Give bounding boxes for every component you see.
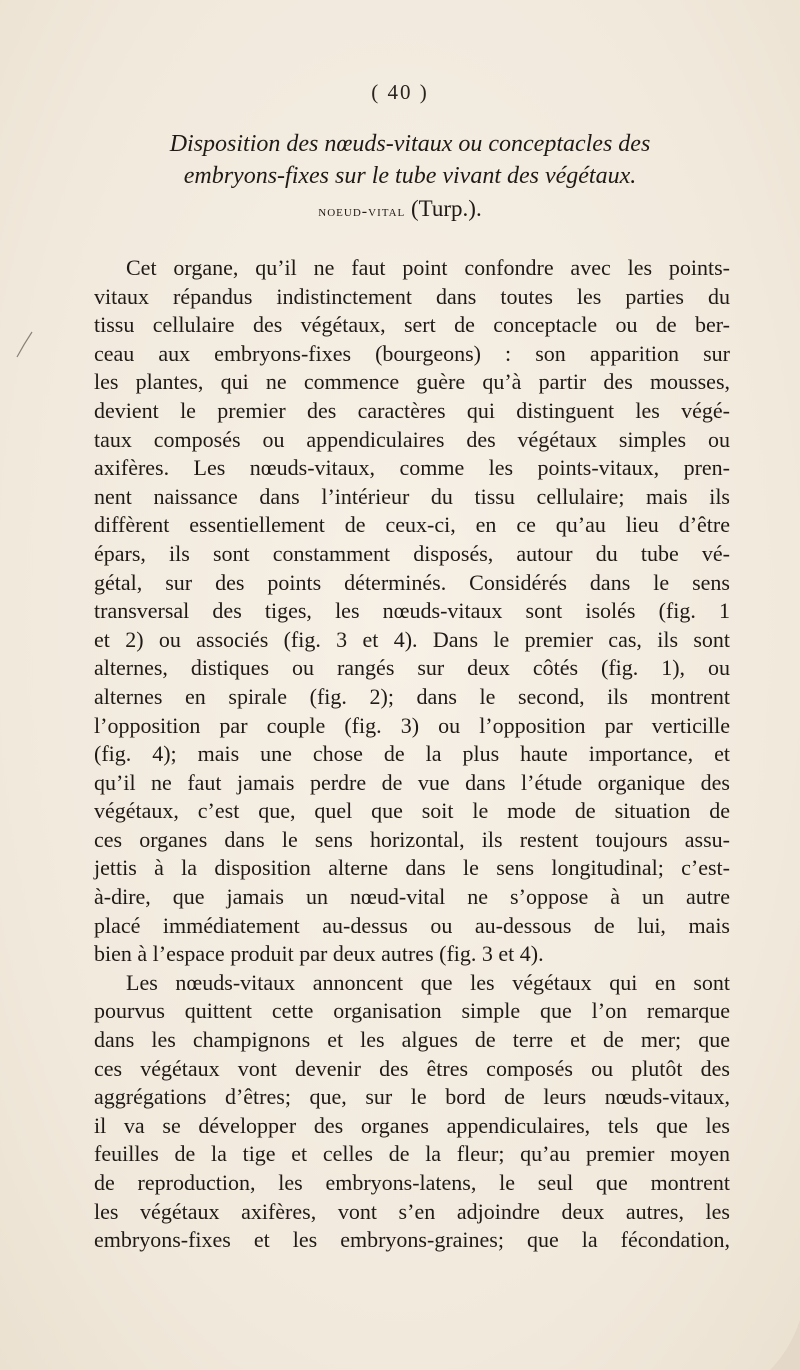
- text-line: vitaux répandus indistinctement dans toutes les parties du: [94, 283, 730, 309]
- text-line: jettis à la disposition alterne dans le sens longitudinal; c’est-: [94, 855, 730, 881]
- text-line: transversal des tiges, les nœuds-vitaux sont isolés (fig. 1: [94, 598, 730, 624]
- text-line: les plantes, qui ne commence guère qu’à partir des mousses,: [94, 369, 730, 395]
- section-title: [100, 128, 720, 192]
- text-line: pourvus quittent cette organisation simple que l’on remarque: [94, 998, 730, 1024]
- text-line: les végétaux axifères, vont s’en adjoindre deux autres, les: [94, 1198, 730, 1224]
- text-line: ceau aux embryons-fixes (bourgeons) : son apparition sur: [94, 340, 730, 366]
- margin-pencil-mark: [14, 330, 36, 360]
- text-line: tissu cellulaire des végétaux, sert de conceptacle ou de ber-: [94, 312, 730, 338]
- subheading: [0, 196, 800, 222]
- text-line: nent naissance dans l’intérieur du tissu cellulaire; mais ils: [94, 483, 730, 509]
- section-title-line-2: embryons-fixes sur le tube vivant des végétaux.: [183, 163, 637, 189]
- text-line: alternes, distiques ou rangés sur deux côtés (fig. 1), ou: [94, 655, 730, 681]
- text-line: de reproduction, les embryons-latens, le seul que montrent: [94, 1170, 730, 1195]
- text-line: gétal, sur des points déterminés. Considérés dans le sens: [94, 569, 730, 595]
- subheading-attribution: (Turp.).: [405, 196, 482, 221]
- body-text: [94, 254, 730, 1255]
- text-line: (fig. 4); mais une chose de la plus haute importance, et: [94, 741, 730, 767]
- text-line: végétaux, c’est que, quel que soit le mode de situation de: [94, 798, 730, 824]
- text-line: bien à l’espace produit par deux autres (fig. 3 et 4).: [94, 941, 544, 967]
- text-line: alternes en spirale (fig. 2); dans le second, ils montrent: [94, 683, 730, 709]
- text-line: aggrégations d’êtres; que, sur le bord de leurs nœuds-vitaux,: [94, 1084, 730, 1110]
- text-line: feuilles de la tige et celles de la fleur; qu’au premier moyen: [94, 1141, 730, 1167]
- text-line: placé immédiatement au-dessus ou au-dessous de lui, mais: [94, 912, 730, 938]
- text-line: diffèrent essentiellement de ceux-ci, en ce qu’au lieu d’être: [94, 512, 730, 538]
- text-line: Les nœuds-vitaux annoncent que les végétaux qui en sont: [126, 969, 730, 995]
- text-line: il va se développer des organes appendiculaires, tels que les: [94, 1112, 730, 1138]
- text-line: axifères. Les nœuds-vitaux, comme les points-vitaux, pren-: [94, 455, 730, 481]
- subheading-term: noeud-vital: [318, 203, 406, 220]
- text-line: taux composés ou appendiculaires des végétaux simples ou: [94, 426, 730, 452]
- text-line: à-dire, que jamais un nœud-vital ne s’oppose à un autre: [94, 884, 730, 910]
- text-line: qu’il ne faut jamais perdre de vue dans l’étude organique des: [94, 769, 730, 795]
- page-corner-shadow: [760, 1320, 800, 1370]
- page-number: ( 40 ): [371, 80, 429, 104]
- section-title-line-1: Disposition des nœuds-vitaux ou conceptacles des: [169, 131, 651, 157]
- text-line: ces végétaux vont devenir des êtres composés ou plutôt des: [94, 1055, 730, 1081]
- text-line: épars, ils sont constamment disposés, autour du tube vé-: [94, 540, 730, 566]
- text-line: ces organes dans le sens horizontal, ils restent toujours assu-: [94, 826, 730, 852]
- text-line: Cet organe, qu’il ne faut point confondre avec les points-: [126, 255, 730, 280]
- text-line: et 2) ou associés (fig. 3 et 4). Dans le premier cas, ils sont: [94, 626, 730, 652]
- text-line: embryons-fixes et les embryons-graines; que la fécondation,: [94, 1227, 730, 1253]
- text-line: l’opposition par couple (fig. 3) ou l’opposition par verticille: [94, 712, 730, 738]
- text-line: devient le premier des caractères qui distinguent les végé-: [94, 397, 730, 423]
- text-line: dans les champignons et les algues de terre et de mer; que: [94, 1027, 730, 1053]
